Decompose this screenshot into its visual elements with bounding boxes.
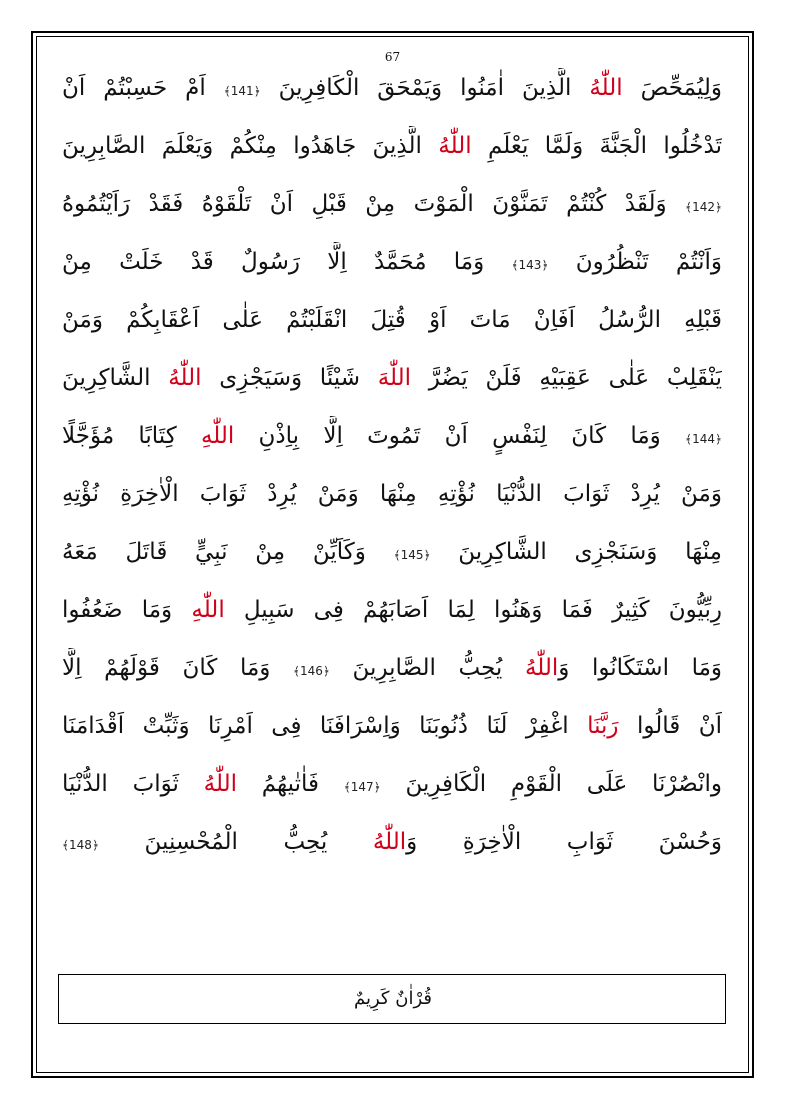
page-number: 67	[384, 50, 401, 64]
ayah-number: ﴿141﴾	[223, 84, 261, 98]
verse-text: وَمَا مُحَمَّدٌ اِلَّا رَسُولٌ قَدْ خَلَتْ مِنْ	[62, 249, 512, 275]
verse-text: رِبِّيُّونَ كَثِيرٌ فَمَا وَهَنُوا لِمَا اَصَابَهُمْ فِى سَبِيلِ	[224, 597, 722, 623]
verse-text: كِتَابًا مُؤَجَّلًا	[62, 423, 201, 449]
verse-text: شَيْئًا وَسَيَجْزِى	[201, 365, 378, 391]
verse-text: وَمَا ضَعُفُوا	[62, 597, 192, 623]
verse-text: الَّذِينَ اٰمَنُوا وَيَمْحَقَ الْكَافِرِينَ	[260, 75, 590, 101]
verse-text: وَحُسْنَ ثَوَابِ الْاٰخِرَةِ وَ	[406, 829, 722, 855]
verse-text: وَلَقَدْ كُنْتُمْ تَمَنَّوْنَ الْمَوْتَ مِنْ قَبْلِ اَنْ تَلْقَوْهُ فَقَدْ رَاَيْتُمُوهُ	[62, 191, 686, 217]
divine-name: اللّٰهُ	[438, 133, 472, 159]
verse-text: وانْصُرْنَا عَلَى الْقَوْمِ الْكَافِرِينَ	[380, 771, 722, 797]
divine-name: اللّٰهُ	[168, 365, 202, 391]
verse-text: مِنْهَا وَسَنَجْزِى الشَّاكِرِينَ	[430, 539, 722, 565]
verse-line	[62, 532, 722, 572]
ayah-number: ﴿144﴾	[685, 432, 722, 446]
footer-box	[58, 974, 726, 1024]
verse-text: قَبْلِهِ الرُّسُلُ اَفَاِنْ مَاتَ اَوْ قُتِلَ انْقَلَبْتُمْ عَلٰى اَعْقَابِكُمْ وَمَنْ	[62, 307, 722, 333]
verse-line	[62, 822, 722, 862]
verse-text: اَمْ حَسِبْتُمْ اَنْ	[62, 75, 224, 101]
verse-text: وَاَنْتُمْ تَنْظُرُونَ	[548, 249, 722, 275]
verse-line	[62, 242, 722, 282]
verse-line	[62, 474, 722, 514]
divine-name: اللّٰهُ	[524, 655, 559, 681]
divine-name: اللّٰهُ	[589, 75, 623, 101]
verse-line	[62, 648, 722, 688]
verse-text: اغْفِرْ لَنَا ذُنُوبَنَا وَاِسْرَافَنَا فِى اَمْرِنَا وَثَبِّتْ اَقْدَامَنَا	[62, 713, 588, 739]
verse-text: اَنْ قَالُوا	[618, 713, 722, 739]
verse-line	[62, 68, 722, 108]
verse-text: يُحِبُّ الْمُحْسِنِينَ	[98, 829, 373, 855]
verse-line	[62, 126, 722, 166]
verse-text: وَمَا كَانَ لِنَفْسٍ اَنْ تَمُوتَ اِلَّا بِاِذْنِ	[234, 423, 686, 449]
verse-line	[62, 358, 722, 398]
ayah-number: ﴿145﴾	[393, 548, 431, 562]
verse-text: فَاٰتٰيهُمُ	[236, 771, 344, 797]
verse-text: وَمَنْ يُرِدْ ثَوَابَ الدُّنْيَا نُؤْتِهِ مِنْهَا وَمَنْ يُرِدْ ثَوَابَ الْاٰخِرَةِ نُؤْتِهِ	[62, 481, 722, 507]
divine-name: اللّٰهِ	[191, 597, 225, 623]
verse-text: ثَوَابَ الدُّنْيَا	[62, 771, 204, 797]
verse-text: تَدْخُلُوا الْجَنَّةَ وَلَمَّا يَعْلَمِ	[471, 133, 722, 159]
verse-text: وَمَا اسْتَكَانُوا وَ	[558, 655, 722, 681]
verse-line	[62, 416, 722, 456]
divine-name: اللّٰهُ	[372, 829, 407, 855]
verse-text: الشَّاكِرِينَ	[62, 365, 169, 391]
verse-text: وَكَاَيِّنْ مِنْ نَبِيٍّ قَاتَلَ مَعَهُ	[62, 539, 394, 565]
verse-line	[62, 184, 722, 224]
footer-title: قُرْاٰنٌ كَرِيمٌ	[354, 988, 432, 1009]
verse-text: وَلِيُمَحِّصَ	[622, 75, 722, 101]
verse-line	[62, 300, 722, 340]
ayah-number: ﴿146﴾	[292, 664, 330, 678]
divine-name: اللّٰهِ	[200, 423, 235, 449]
verse-line	[62, 706, 722, 746]
ayah-number: ﴿147﴾	[343, 780, 381, 794]
divine-name: رَبَّنَا	[587, 713, 619, 739]
divine-name: اللّٰهَ	[377, 365, 412, 391]
divine-name: اللّٰهُ	[203, 771, 237, 797]
ayah-number: ﴿143﴾	[511, 258, 549, 272]
verse-text: الَّذِينَ جَاهَدُوا مِنْكُمْ وَيَعْلَمَ الصَّابِرِينَ	[62, 133, 439, 159]
ayah-number: ﴿148﴾	[62, 838, 99, 852]
verse-text: يُحِبُّ الصَّابِرِينَ	[329, 655, 525, 681]
verse-text: يَنْقَلِبْ عَلٰى عَقِبَيْهِ فَلَنْ يَضُرَّ	[411, 365, 722, 391]
ayah-number: ﴿142﴾	[685, 200, 722, 214]
verse-line	[62, 764, 722, 804]
verse-line	[62, 590, 722, 630]
verse-text: وَمَا كَانَ قَوْلَهُمْ اِلَّا	[62, 655, 293, 681]
